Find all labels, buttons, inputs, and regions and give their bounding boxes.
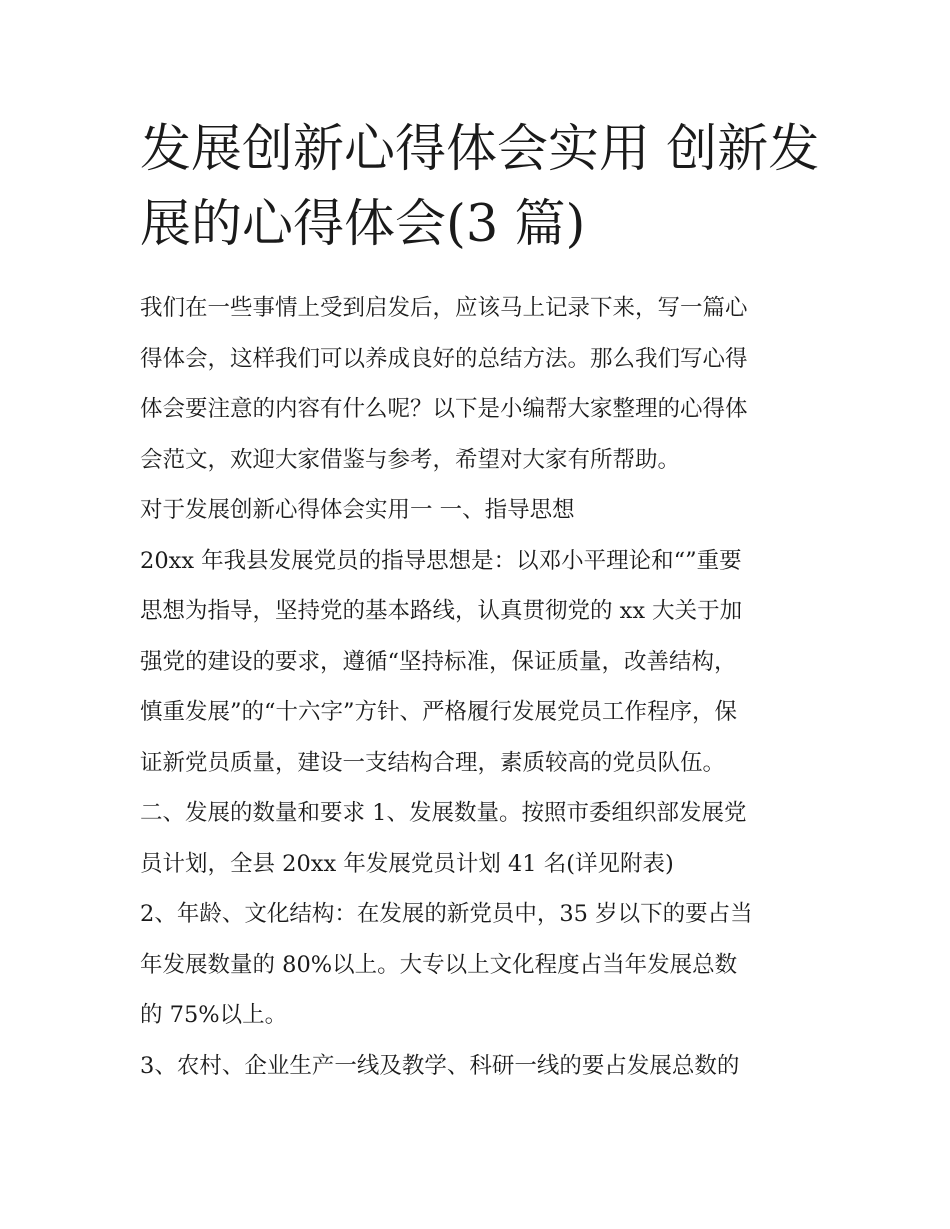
section-heading-paragraph <box>140 485 820 536</box>
text-line: 3、农村、企业生产一线及教学、科研一线的要占发展总数的 <box>140 1052 740 1079</box>
text-line: 得体会，这样我们可以养成良好的总结方法。那么我们写心得 <box>140 345 748 372</box>
text-line: 会范文，欢迎大家借鉴与参考，希望对大家有所帮助。 <box>140 446 681 473</box>
text-line: 思想为指导，坚持党的基本路线，认真贯彻党的 xx 大关于加 <box>140 598 743 624</box>
text-line: 对于发展创新心得体会实用一 一、指导思想 <box>140 497 575 523</box>
text-line: 2、年龄、文化结构：在发展的新党员中，35 岁以下的要占当 <box>140 901 753 927</box>
text-line: 二、发展的数量和要求 1、发展数量。按照市委组织部发展党 <box>140 800 747 826</box>
text-line: 体会要注意的内容有什么呢？以下是小编帮大家整理的心得体 <box>140 396 748 422</box>
text-line: 年发展数量的 80%以上。大专以上文化程度占当年发展总数 <box>140 951 738 978</box>
title-line: 展的心得体会(3 篇) <box>140 195 586 254</box>
text-line: 的 75%以上。 <box>140 1002 288 1028</box>
document-title <box>140 112 820 262</box>
text-line: 员计划，全县 20xx 年发展党员计划 41 名(详见附表) <box>140 850 674 877</box>
text-line: 慎重发展”的“十六字”方针、严格履行发展党员工作程序，保 <box>140 699 738 725</box>
text-line: 我们在一些事情上受到启发后，应该马上记录下来，写一篇心 <box>140 295 748 321</box>
text-line: 强党的建设的要求，遵循“坚持标准，保证质量，改善结构， <box>140 648 737 675</box>
intro-paragraph <box>140 283 820 485</box>
document-page <box>140 112 820 1091</box>
quantity-paragraph <box>140 788 820 889</box>
title-line: 发展创新心得体会实用 创新发 <box>140 120 820 179</box>
guiding-thought-paragraph <box>140 536 820 789</box>
text-line: 证新党员质量，建设一支结构合理，素质较高的党员队伍。 <box>140 749 726 776</box>
text-line: 20xx 年我县发展党员的指导思想是：以邓小平理论和“”重要 <box>140 547 742 574</box>
frontline-paragraph <box>140 1041 820 1092</box>
age-structure-paragraph <box>140 889 820 1041</box>
